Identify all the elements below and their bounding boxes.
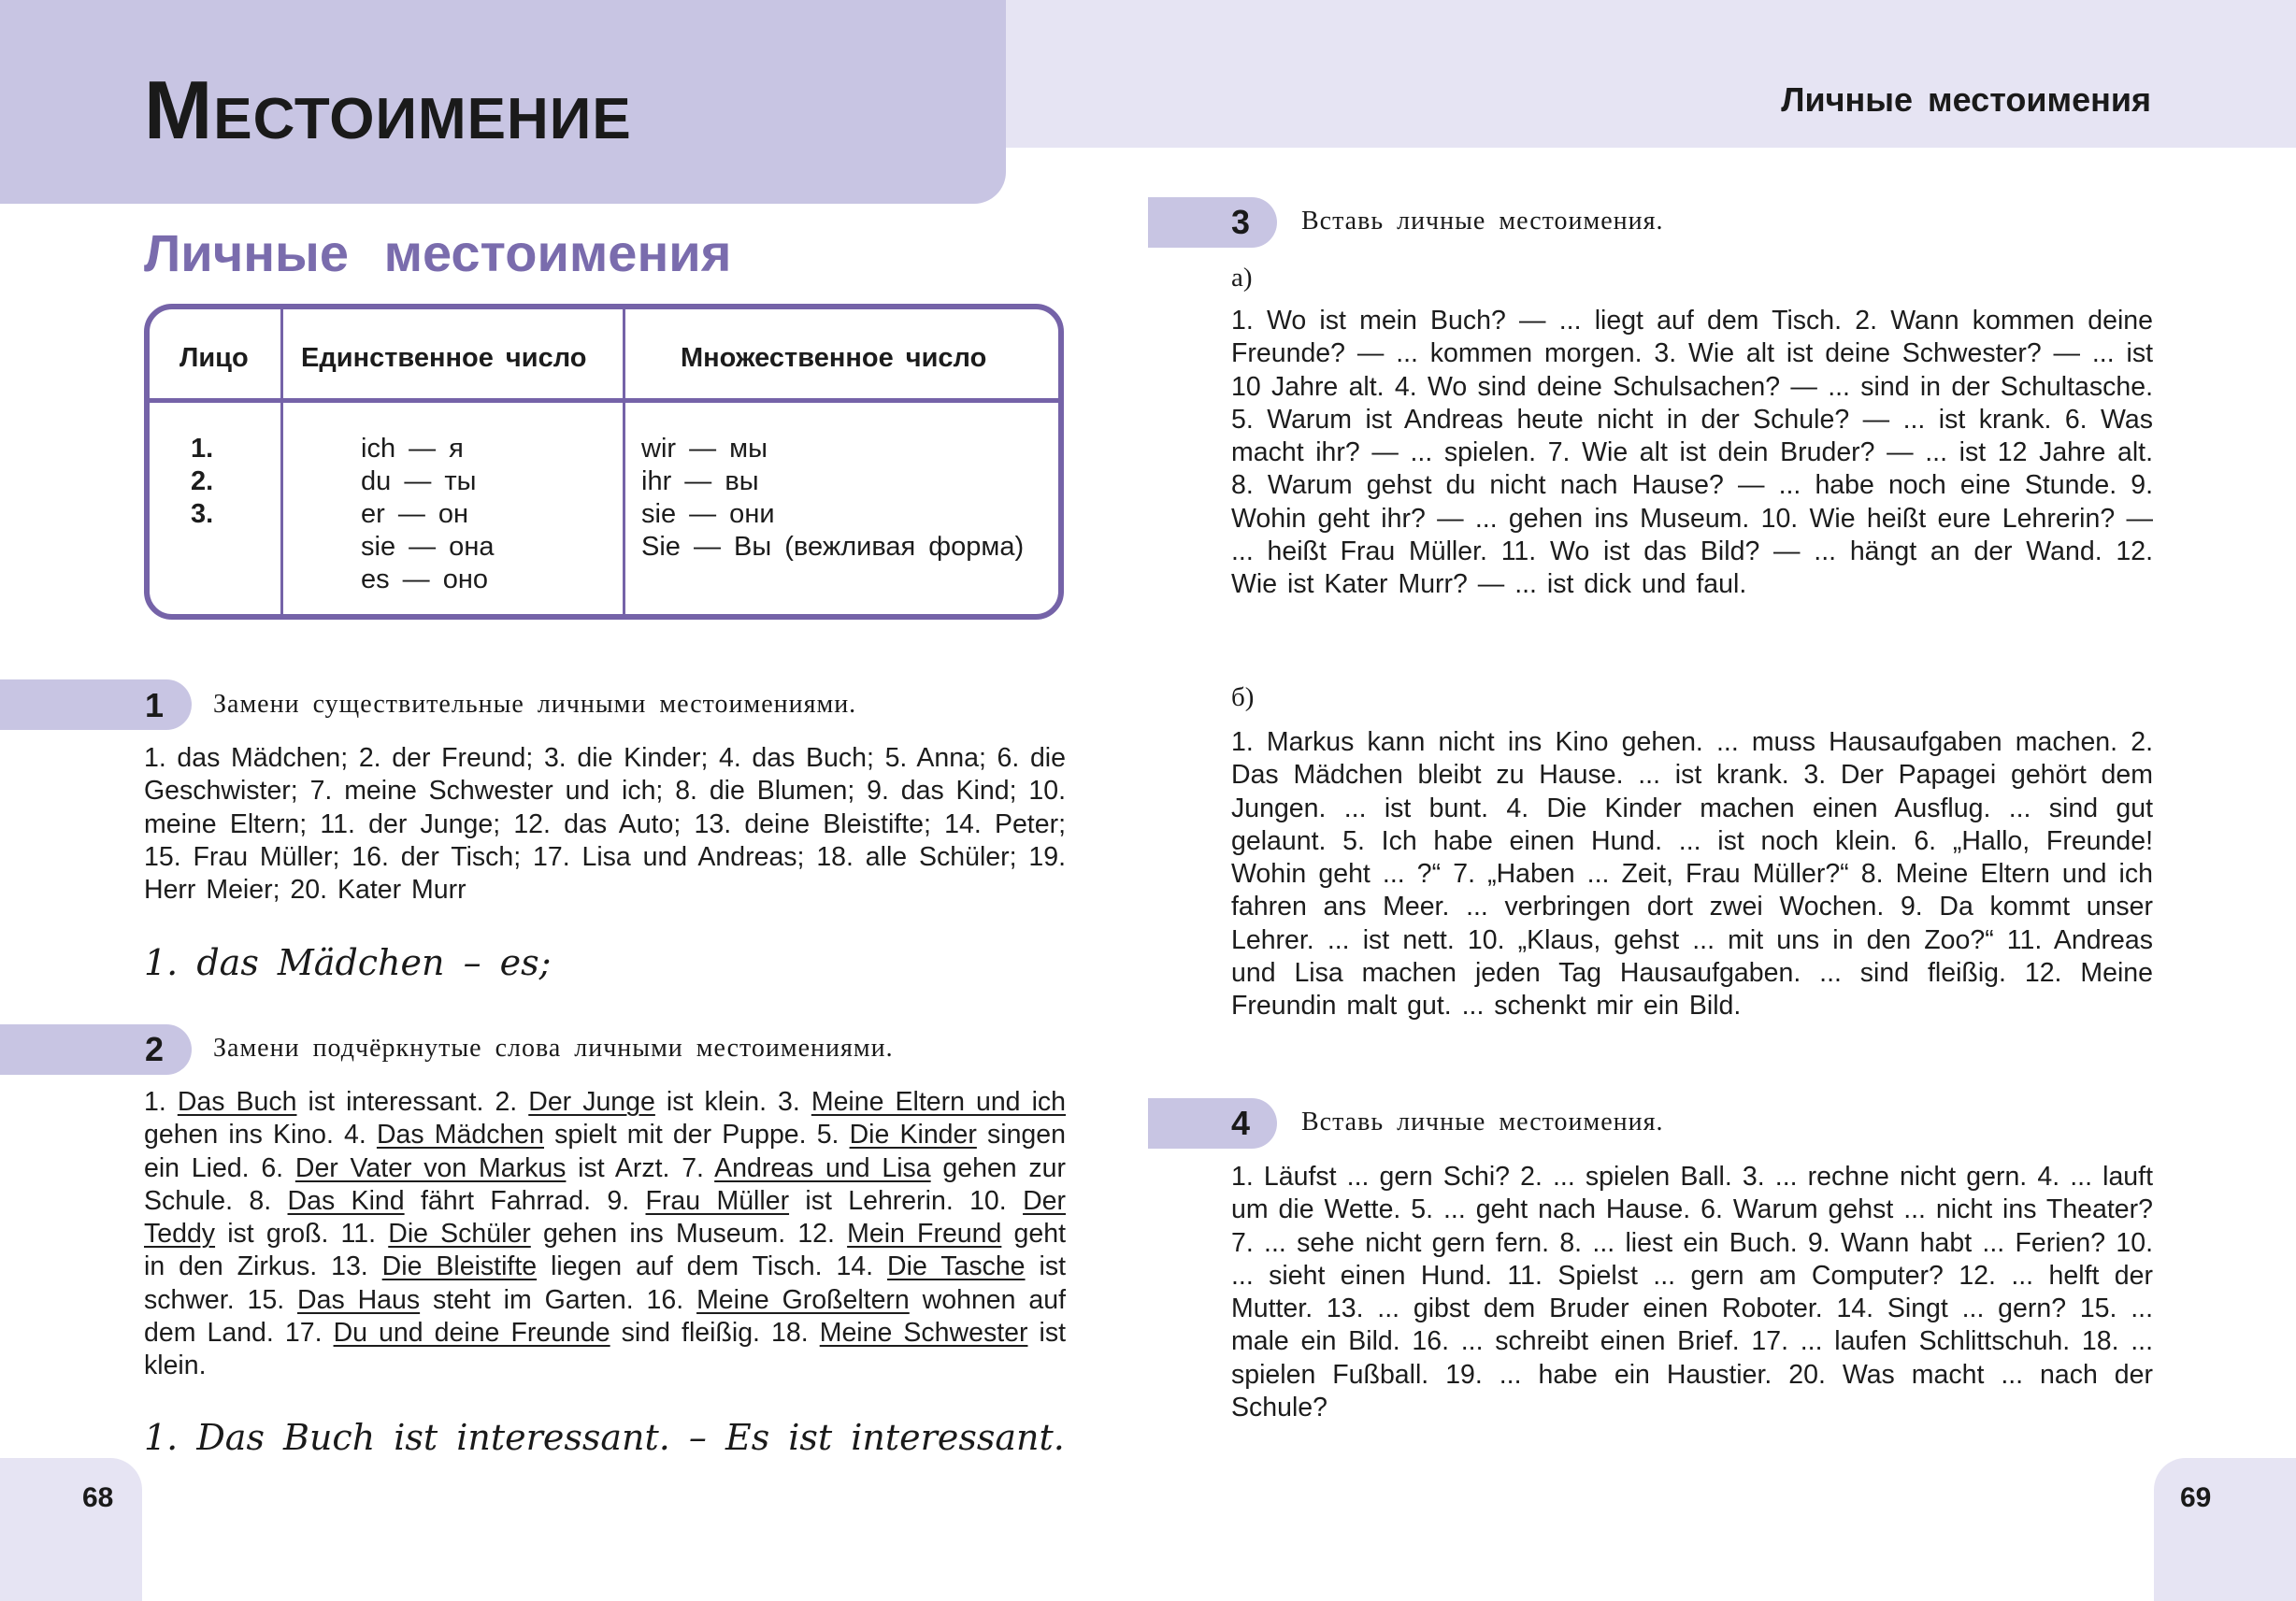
text-segment: steht im Garten. 16. (420, 1284, 697, 1315)
exercise-1-text: 1. das Mädchen; 2. der Freund; 3. die Kinder; 4. das Buch; 5. Anna; 6. die Geschwister; 7. meine Schwester und ich; 8. die Blumen; 9. das Kind; 10. meine Eltern; 11. der Junge; 12. das Auto; 13. deine Bleistifte; 14. Peter; 15. Frau Müller; 16. der Tisch; 17. Lisa und Andreas; 18. alle Schüler; 19. Herr Meier; 20. Kater Murr (144, 743, 1066, 906)
exercise-2-text (144, 1086, 1066, 1383)
exercise-2-task: Замени подчёркнутые слова личными местоимениями. (213, 1034, 894, 1063)
underlined-phrase: Das Kind (287, 1185, 405, 1216)
table-divider (280, 309, 283, 614)
text-segment: gehen zur Schule. 8. (144, 1152, 1066, 1216)
underlined-phrase: Die Kinder (849, 1120, 977, 1151)
table-header-divider (150, 398, 1058, 403)
table-header-plural: Множественное число (681, 343, 987, 373)
underlined-phrase: Die Tasche (887, 1251, 1026, 1282)
table-header-singular: Единственное число (301, 343, 587, 373)
text-segment: singen ein Lied. 6. (144, 1120, 1066, 1183)
page-number-right: 69 (2180, 1482, 2212, 1513)
text-segment: spielt mit der Puppe. 5. (544, 1120, 850, 1151)
text-segment: geht in den Zirkus. 13. (144, 1219, 1066, 1282)
table-cell: ihr — вы (641, 466, 759, 496)
text-segment: fährt Fahrrad. 9. (404, 1185, 646, 1216)
text-segment: sind fleißig. 18. (610, 1318, 820, 1349)
exercise-1-example: 1. das Mädchen – es; (144, 942, 552, 983)
text-segment: ist klein. 3. (654, 1087, 811, 1117)
table-cell: du — ты (361, 466, 477, 496)
text-segment: ist Arzt. 7. (566, 1152, 715, 1183)
table-cell: es — оно (361, 565, 489, 594)
table-cell: sie — она (361, 532, 495, 562)
running-head: Личные местоимения (1781, 80, 2151, 119)
table-cell: wir — мы (641, 434, 768, 464)
table-divider (623, 309, 625, 614)
underlined-phrase: Du und deine Freunde (333, 1318, 610, 1349)
table-cell: sie — они (641, 499, 775, 529)
underlined-phrase: Andreas und Lisa (714, 1152, 931, 1183)
section-title: Личные местоимения (144, 223, 732, 282)
exercise-4-text: 1. Läufst ... gern Schi? 2. ... spielen Ball. 3. ... rechne nicht gern. 4. ... lauft um die Wette. 5. ... geht nach Hause. 6. Warum gehst ... nicht ins Theater? 7. ... sehe nicht gern fern. 8. ... liest ein Buch. 9. Wann habt ... Ferien? 10. ... sieht einen Hund. 11. Spielst ... gern am Computer? 12. ... helft der Mutter. 13. ... gibst dem Bruder einen Roboter. 14. Singt ... gern? 15. ... male ein Bild. 16. ... schreibt einen Brief. 17. ... laufen Schlittschuh. 18. ... spielen Fußball. 19. ... habe ein Haustier. 20. Was macht ... nach der Schule? (1231, 1162, 2153, 1423)
text-segment: ist klein. (144, 1318, 1067, 1381)
table-singular-column (361, 433, 494, 596)
text-segment: gehen ins Kino. 4. (144, 1120, 377, 1151)
text-segment: ist groß. 11. (215, 1219, 389, 1250)
table-persons-column (191, 433, 213, 531)
table-plural-column (641, 433, 1024, 564)
text-segment: ist Lehrerin. 10. (789, 1185, 1024, 1216)
page-number-left: 68 (82, 1482, 114, 1513)
table-cell: 2. (191, 466, 214, 496)
exercise-3-label-a: а) (1231, 263, 1253, 293)
text-segment: ist interessant. 2. (296, 1087, 529, 1117)
underlined-phrase: Das Mädchen (376, 1120, 544, 1151)
exercise-4-band (1148, 1098, 1277, 1149)
running-head-band (1006, 0, 2296, 148)
underlined-phrase: Die Schüler (388, 1219, 531, 1250)
table-cell: 3. (191, 499, 214, 529)
exercise-2-number: 2 (144, 1030, 165, 1068)
underlined-phrase: Der Junge (528, 1087, 655, 1117)
text-segment: wohnen auf dem Land. 17. (144, 1284, 1066, 1349)
exercise-3-text-b: 1. Markus kann nicht ins Kino gehen. ... muss Hausaufgaben machen. 2. Das Mädchen bleibt zu Hause. ... ist krank. 3. Der Papagei gehört dem Jungen. ... ist bunt. 4. Die Kinder machen einen Ausflug. ... sind gut gelaunt. 5. Ich habe einen Hund. ... ist noch klein. 6. „Hallo, Freunde! Wohin geht ... ?“ 7. „Haben ... Zeit, Frau Müller?“ 8. Meine Eltern und ich fahren ans Meer. ... verbringen dort zwei Wochen. 9. Da kommt unser Lehrer. ... ist nett. 10. „Klaus, gehst ... mit uns in den Zoo?“ 11. Andreas und Lisa machen jeden Tag Hausaufgaben. ... sind fleißig. 12. Meine Freundin malt gut. ... schenkt mir ein Bild. (1231, 727, 2153, 1022)
underlined-phrase: Mein Freund (847, 1219, 1002, 1250)
table-header-person: Лицо (179, 343, 249, 373)
underlined-phrase: Meine Großeltern (696, 1284, 910, 1315)
exercise-1-task: Замени существительные личными местоимениями. (213, 690, 857, 719)
exercise-1-number: 1 (144, 686, 165, 724)
underlined-phrase: Die Bleistifte (381, 1251, 538, 1282)
underlined-phrase: Meine Eltern und ich (811, 1087, 1066, 1117)
page-corner-left (0, 1458, 142, 1601)
underlined-phrase: Meine Schwester (819, 1318, 1028, 1349)
exercise-4-number: 4 (1230, 1104, 1251, 1142)
exercise-3-label-b: б) (1231, 682, 1255, 712)
exercise-3-task: Вставь личные местоимения. (1301, 207, 1664, 236)
exercise-2-example: 1. Das Buch ist interessant. – Es ist interessant. (144, 1417, 1065, 1458)
text-segment: 1. (144, 1087, 178, 1117)
pronoun-table (144, 304, 1064, 620)
underlined-phrase: Das Buch (177, 1087, 297, 1117)
page-corner-right (2154, 1458, 2296, 1601)
underlined-phrase: Frau Müller (645, 1185, 790, 1216)
underlined-phrase: Der Vater von Markus (294, 1152, 567, 1183)
exercise-3-band (1148, 197, 1277, 248)
chapter-title: Местоимение (144, 64, 632, 156)
underlined-phrase: Das Haus (297, 1284, 421, 1315)
text-segment: ist schwer. 15. (144, 1251, 1067, 1315)
exercise-3-number: 3 (1230, 203, 1251, 241)
table-cell: Sie — Вы (вежливая форма) (641, 532, 1025, 562)
text-segment: liegen auf dem Tisch. 14. (537, 1251, 888, 1282)
table-cell: ich — я (361, 434, 464, 464)
table-cell: 1. (191, 434, 214, 464)
exercise-3-text-a: 1. Wo ist mein Buch? — ... liegt auf dem Tisch. 2. Wann kommen deine Freunde? — ... kommen morgen. 3. Wie alt ist deine Schwester? — ... ist 10 Jahre alt. 4. Wo sind deine Schulsachen? — ... sind in der Schultasche. 5. Warum ist Andreas heute nicht in der Schule? — ... ist krank. 6. Was macht ihr? — ... spielen. 7. Wie alt ist dein Bruder? — ... ist 12 Jahre alt. 8. Warum gehst du nicht nach Hause? — ... habe noch eine Stunde. 9. Wohin geht ihr? — ... gehen ins Museum. 10. Wie heißt eure Lehrerin? — ... heißt Frau Müller. 11. Wo ist das Bild? — ... hängt an der Wand. 12. Wie ist Kater Murr? — ... ist dick und faul. (1231, 306, 2153, 600)
text-segment: gehen ins Museum. 12. (530, 1219, 848, 1250)
exercise-4-task: Вставь личные местоимения. (1301, 1108, 1664, 1136)
underlined-phrase: Der Teddy (144, 1185, 1066, 1250)
table-cell: er — он (361, 499, 469, 529)
